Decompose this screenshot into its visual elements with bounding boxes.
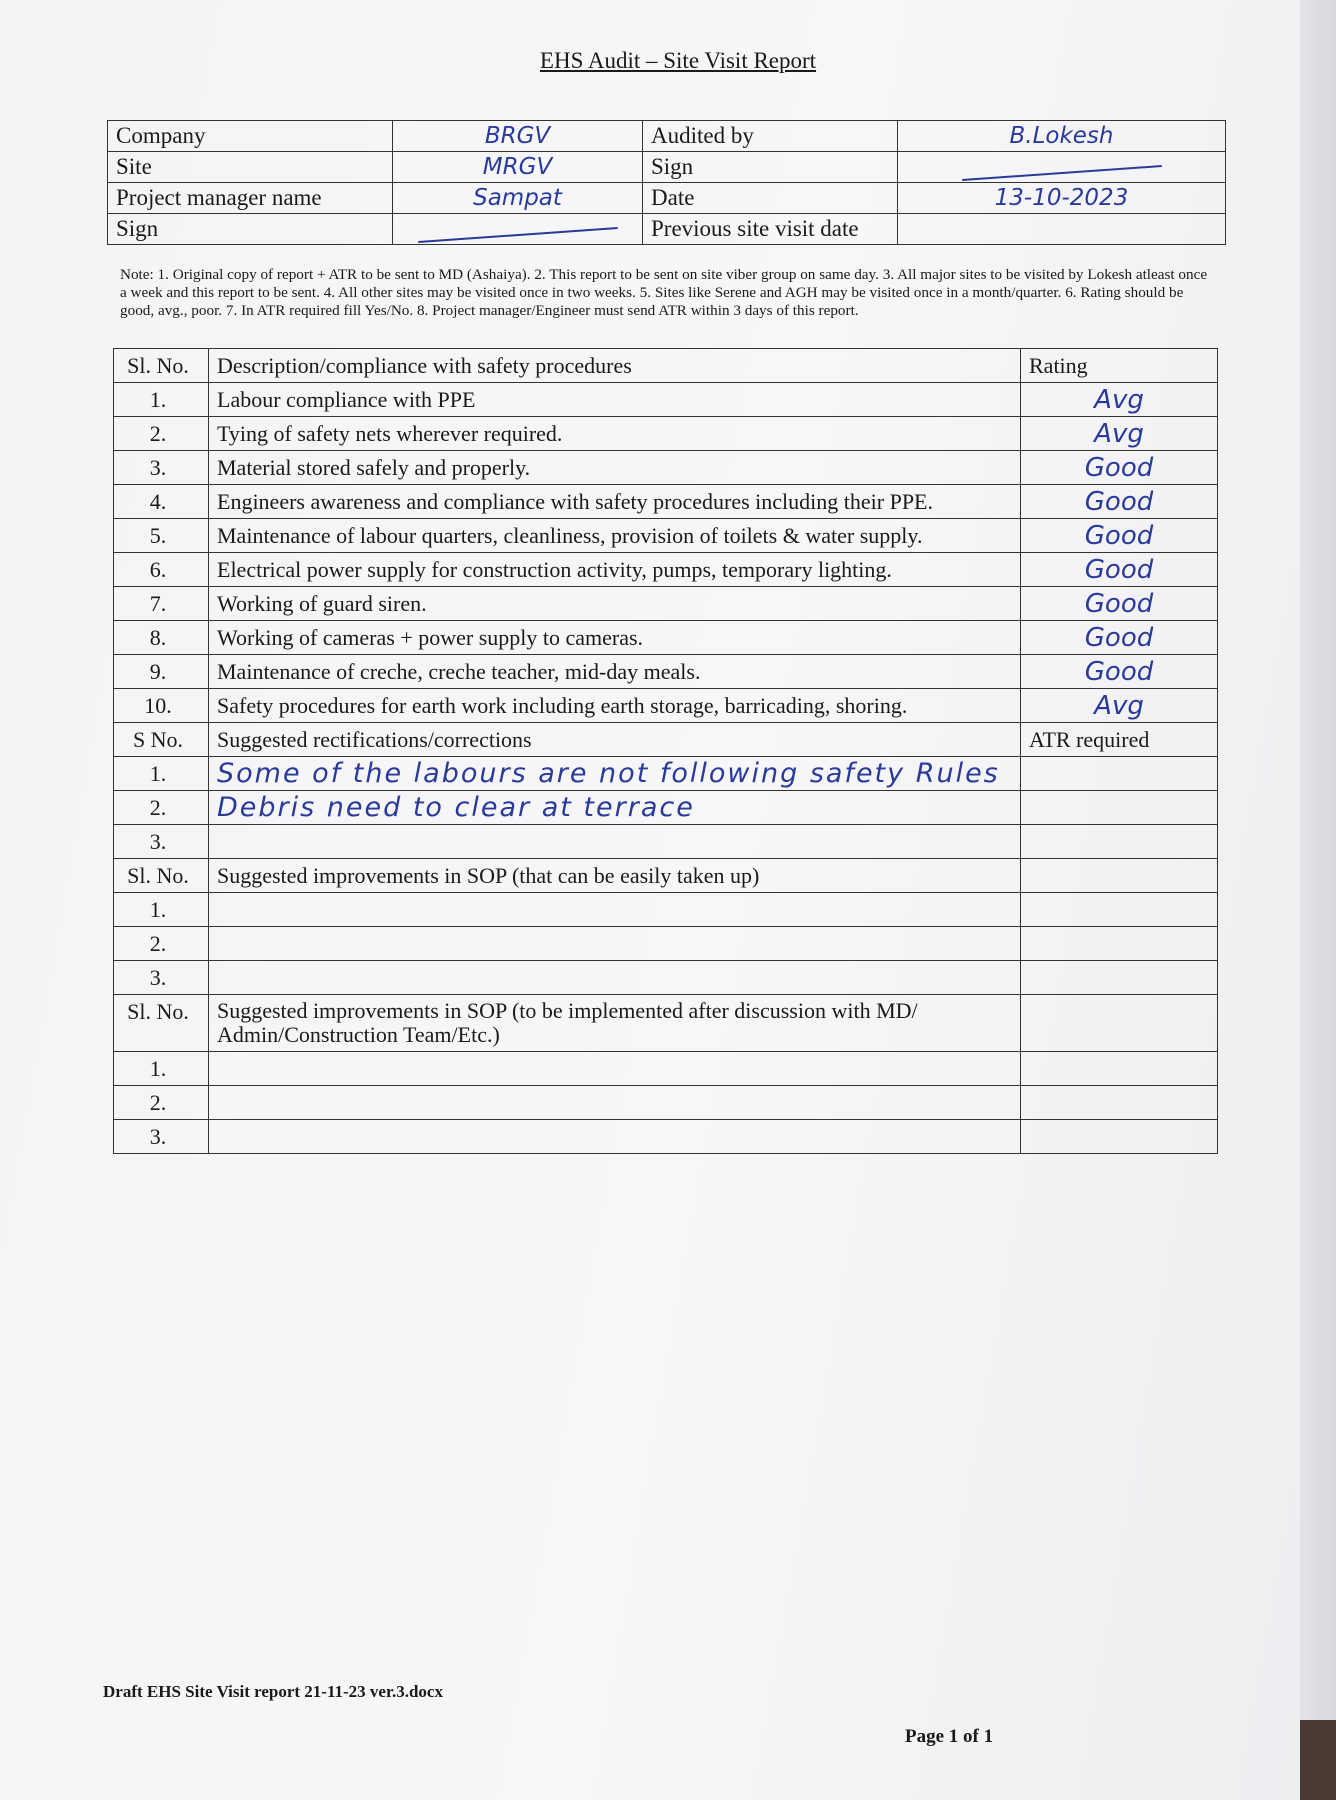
- col-description: Description/compliance with safety procedures: [209, 349, 1021, 383]
- row-rating: Good: [1021, 655, 1218, 689]
- row-number: 8.: [114, 621, 209, 655]
- report-title: EHS Audit – Site Visit Report: [539, 48, 817, 73]
- table-row: [114, 621, 1218, 655]
- table-row: [114, 451, 1218, 485]
- row-rating: Avg: [1021, 417, 1218, 451]
- table-row: [114, 791, 1218, 825]
- col-rectifications: Suggested rectifications/corrections: [209, 723, 1021, 757]
- empty-cell: [209, 927, 1021, 961]
- instructions-note: Note: 1. Original copy of report + ATR to be sent to MD (Ashaiya). 2. This report to be sent on site viber group on same day. 3. All major sites to be visited by Lokesh atleast once a week and this report to be sent. 4. All other sites may be visited once in two weeks. 5. Sites like Serene and AGH may be visited once in a month/quarter. 6. Rating should be good, avg., poor. 7. In ATR required fill Yes/No. 8. Project manager/Engineer must send ATR within 3 days of this report.: [120, 266, 1208, 319]
- row-rating: Good: [1021, 553, 1218, 587]
- empty-cell: [1021, 927, 1218, 961]
- sop-easy-header-row: [114, 859, 1218, 893]
- col-s-no: S No.: [114, 723, 209, 757]
- pm-signature: [393, 214, 643, 245]
- row-number: 3.: [114, 1120, 209, 1154]
- table-row: [114, 417, 1218, 451]
- date-value: 13-10-2023: [898, 183, 1226, 214]
- row-description: Maintenance of labour quarters, cleanliness, provision of toilets & water supply.: [209, 519, 1021, 553]
- row-number: 3.: [114, 451, 209, 485]
- company-label: Company: [108, 121, 393, 152]
- page-edge-shadow: [1300, 0, 1336, 1800]
- table-row: [114, 689, 1218, 723]
- table-row: [114, 893, 1218, 927]
- table-row: [114, 1086, 1218, 1120]
- empty-cell: [1021, 893, 1218, 927]
- row-number: 1.: [114, 383, 209, 417]
- audit-table: [113, 348, 1218, 1154]
- row-description: Working of guard siren.: [209, 587, 1021, 621]
- empty-cell: [1021, 1052, 1218, 1086]
- empty-cell: [1021, 961, 1218, 995]
- row-number: 7.: [114, 587, 209, 621]
- atr-cell: [1021, 757, 1218, 791]
- company-value: BRGV: [393, 121, 643, 152]
- empty-cell: [209, 1052, 1021, 1086]
- empty-cell: [1021, 1086, 1218, 1120]
- table-row: [114, 757, 1218, 791]
- row-rating: Avg: [1021, 689, 1218, 723]
- row-number: 2.: [114, 791, 209, 825]
- empty-cell: [209, 1086, 1021, 1120]
- row-number: 4.: [114, 485, 209, 519]
- pm-name-value: Sampat: [393, 183, 643, 214]
- pm-name-label: Project manager name: [108, 183, 393, 214]
- rectification-text: Some of the labours are not following safety Rules: [209, 757, 1021, 791]
- pm-sign-label: Sign: [108, 214, 393, 245]
- atr-cell: [1021, 825, 1218, 859]
- col-sop-easy: Suggested improvements in SOP (that can be easily taken up): [209, 859, 1021, 893]
- row-rating: Avg: [1021, 383, 1218, 417]
- row-number: 3.: [114, 825, 209, 859]
- empty-cell: [209, 961, 1021, 995]
- row-description: Engineers awareness and compliance with safety procedures including their PPE.: [209, 485, 1021, 519]
- row-rating: Good: [1021, 451, 1218, 485]
- table-row: [114, 587, 1218, 621]
- row-description: Material stored safely and properly.: [209, 451, 1021, 485]
- table-row: [114, 1120, 1218, 1154]
- table-row: [114, 655, 1218, 689]
- col-rating: Rating: [1021, 349, 1218, 383]
- row-rating: Good: [1021, 519, 1218, 553]
- footer-filename: Draft EHS Site Visit report 21-11-23 ver.3.docx: [103, 1682, 443, 1701]
- row-description: Labour compliance with PPE: [209, 383, 1021, 417]
- row-description: Safety procedures for earth work including earth storage, barricading, shoring.: [209, 689, 1021, 723]
- audited-by-label: Audited by: [643, 121, 898, 152]
- table-row: [114, 961, 1218, 995]
- empty-cell: [209, 893, 1021, 927]
- background-corner: [1300, 1720, 1336, 1800]
- auditor-sign-label: Sign: [643, 152, 898, 183]
- col-sl-no: Sl. No.: [114, 349, 209, 383]
- table-row: [114, 1052, 1218, 1086]
- row-rating: Good: [1021, 485, 1218, 519]
- empty-cell: [1021, 995, 1218, 1052]
- table-row: [114, 383, 1218, 417]
- empty-cell: [209, 1120, 1021, 1154]
- col-sop-discuss: Suggested improvements in SOP (to be implemented after discussion with MD/ Admin/Construction Team/Etc.): [209, 995, 1021, 1052]
- row-number: 10.: [114, 689, 209, 723]
- site-value: MRGV: [393, 152, 643, 183]
- row-number: 1.: [114, 893, 209, 927]
- empty-cell: [1021, 859, 1218, 893]
- col-sl-no: Sl. No.: [114, 995, 209, 1052]
- site-label: Site: [108, 152, 393, 183]
- atr-cell: [1021, 791, 1218, 825]
- rectifications-header-row: [114, 723, 1218, 757]
- row-rating: Good: [1021, 587, 1218, 621]
- table-row: [114, 553, 1218, 587]
- rectification-text: [209, 825, 1021, 859]
- col-atr-required: ATR required: [1021, 723, 1218, 757]
- row-description: Maintenance of creche, creche teacher, mid-day meals.: [209, 655, 1021, 689]
- row-number: 1.: [114, 1052, 209, 1086]
- page-number: Page 1 of 1: [905, 1726, 994, 1747]
- rectification-text: Debris need to clear at terrace: [209, 791, 1021, 825]
- row-number: 6.: [114, 553, 209, 587]
- prev-visit-value: [898, 214, 1226, 245]
- row-number: 2.: [114, 417, 209, 451]
- row-number: 1.: [114, 757, 209, 791]
- table-row: [114, 485, 1218, 519]
- compliance-header-row: [114, 349, 1218, 383]
- row-description: Tying of safety nets wherever required.: [209, 417, 1021, 451]
- row-number: 2.: [114, 1086, 209, 1120]
- header-info-table: [107, 120, 1226, 245]
- row-number: 3.: [114, 961, 209, 995]
- table-row: [114, 519, 1218, 553]
- table-row: [114, 927, 1218, 961]
- sop-discuss-header-row: [114, 995, 1218, 1052]
- row-description: Electrical power supply for construction activity, pumps, temporary lighting.: [209, 553, 1021, 587]
- audited-by-value: B.Lokesh: [898, 121, 1226, 152]
- row-description: Working of cameras + power supply to cameras.: [209, 621, 1021, 655]
- table-row: [114, 825, 1218, 859]
- date-label: Date: [643, 183, 898, 214]
- col-sl-no: Sl. No.: [114, 859, 209, 893]
- prev-visit-label: Previous site visit date: [643, 214, 898, 245]
- auditor-signature: [898, 152, 1226, 183]
- row-number: 2.: [114, 927, 209, 961]
- row-number: 9.: [114, 655, 209, 689]
- empty-cell: [1021, 1120, 1218, 1154]
- row-number: 5.: [114, 519, 209, 553]
- row-rating: Good: [1021, 621, 1218, 655]
